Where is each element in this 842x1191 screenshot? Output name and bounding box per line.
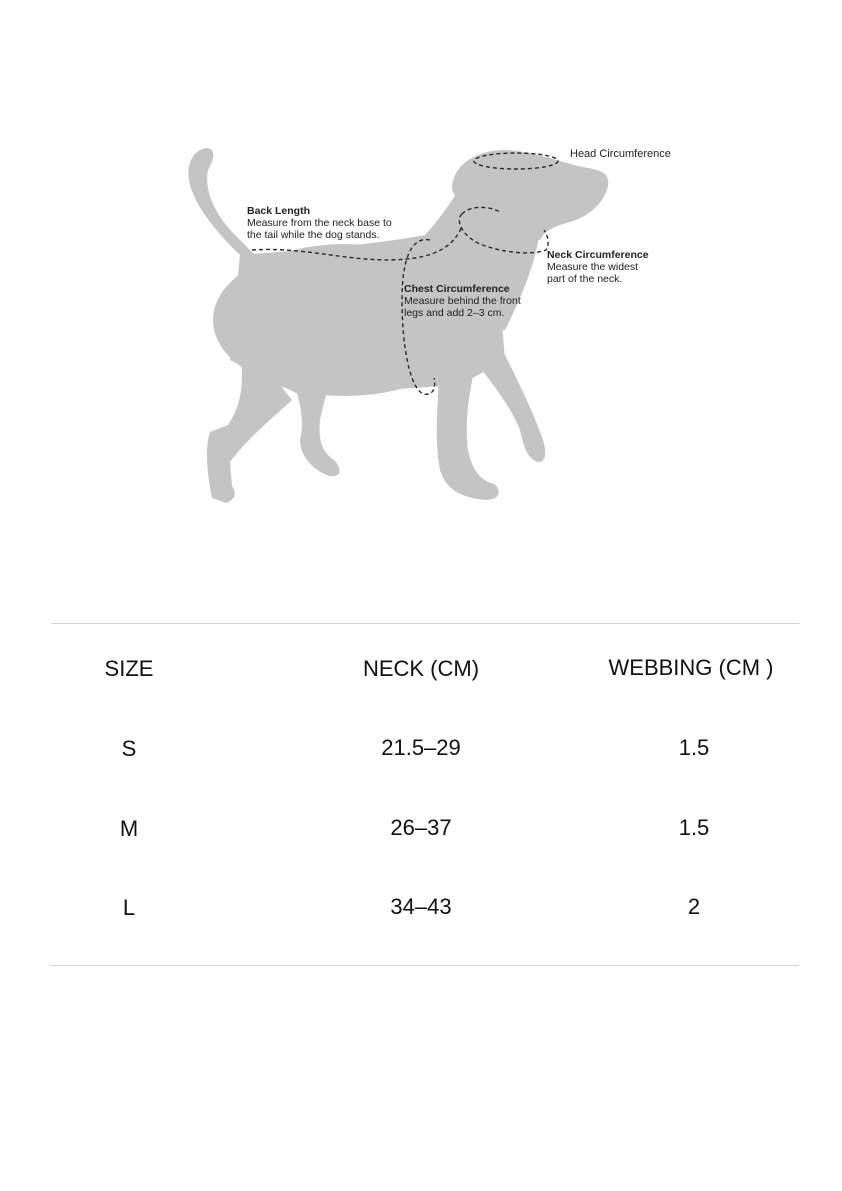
- row-l-size: L: [122, 895, 136, 920]
- dog-silhouette: [188, 148, 608, 503]
- neck-circumference-desc-2: part of the neck.: [547, 273, 623, 285]
- back-length-desc-2: the tail while the dog stands.: [247, 229, 380, 241]
- dog-measurement-diagram: [0, 0, 842, 560]
- neck-circumference-title: Neck Circumference: [547, 249, 649, 261]
- back-length-desc-1: Measure from the neck base to: [247, 217, 392, 229]
- row-m-size: M: [119, 816, 139, 841]
- row-l-neck: 34–43: [390, 894, 452, 919]
- chest-circumference-desc-2: legs and add 2–3 cm.: [404, 307, 505, 319]
- chest-circumference-label: [404, 283, 521, 319]
- head-circumference-label: [570, 148, 671, 160]
- header-neck: NECK (CM): [362, 656, 480, 681]
- dog-silhouette-illustration: [0, 0, 842, 560]
- row-s-size: S: [121, 736, 137, 761]
- neck-circumference-label: [547, 249, 649, 285]
- chest-circumference-desc-1: Measure behind the front: [404, 295, 521, 307]
- row-s-webbing: 1.5: [678, 735, 710, 760]
- neck-circumference-desc-1: Measure the widest: [547, 261, 639, 273]
- header-size: SIZE: [104, 656, 154, 681]
- back-length-title: Back Length: [247, 205, 311, 217]
- back-length-label: [247, 205, 392, 241]
- size-table: [51, 623, 799, 966]
- row-m-neck: 26–37: [390, 815, 452, 840]
- chest-circumference-title: Chest Circumference: [404, 283, 510, 295]
- header-webbing: WEBBING (CM ): [608, 655, 774, 680]
- head-circumference-title: Head Circumference: [570, 148, 671, 160]
- row-m-webbing: 1.5: [678, 815, 710, 840]
- row-s-neck: 21.5–29: [381, 735, 461, 760]
- row-l-webbing: 2: [687, 894, 701, 919]
